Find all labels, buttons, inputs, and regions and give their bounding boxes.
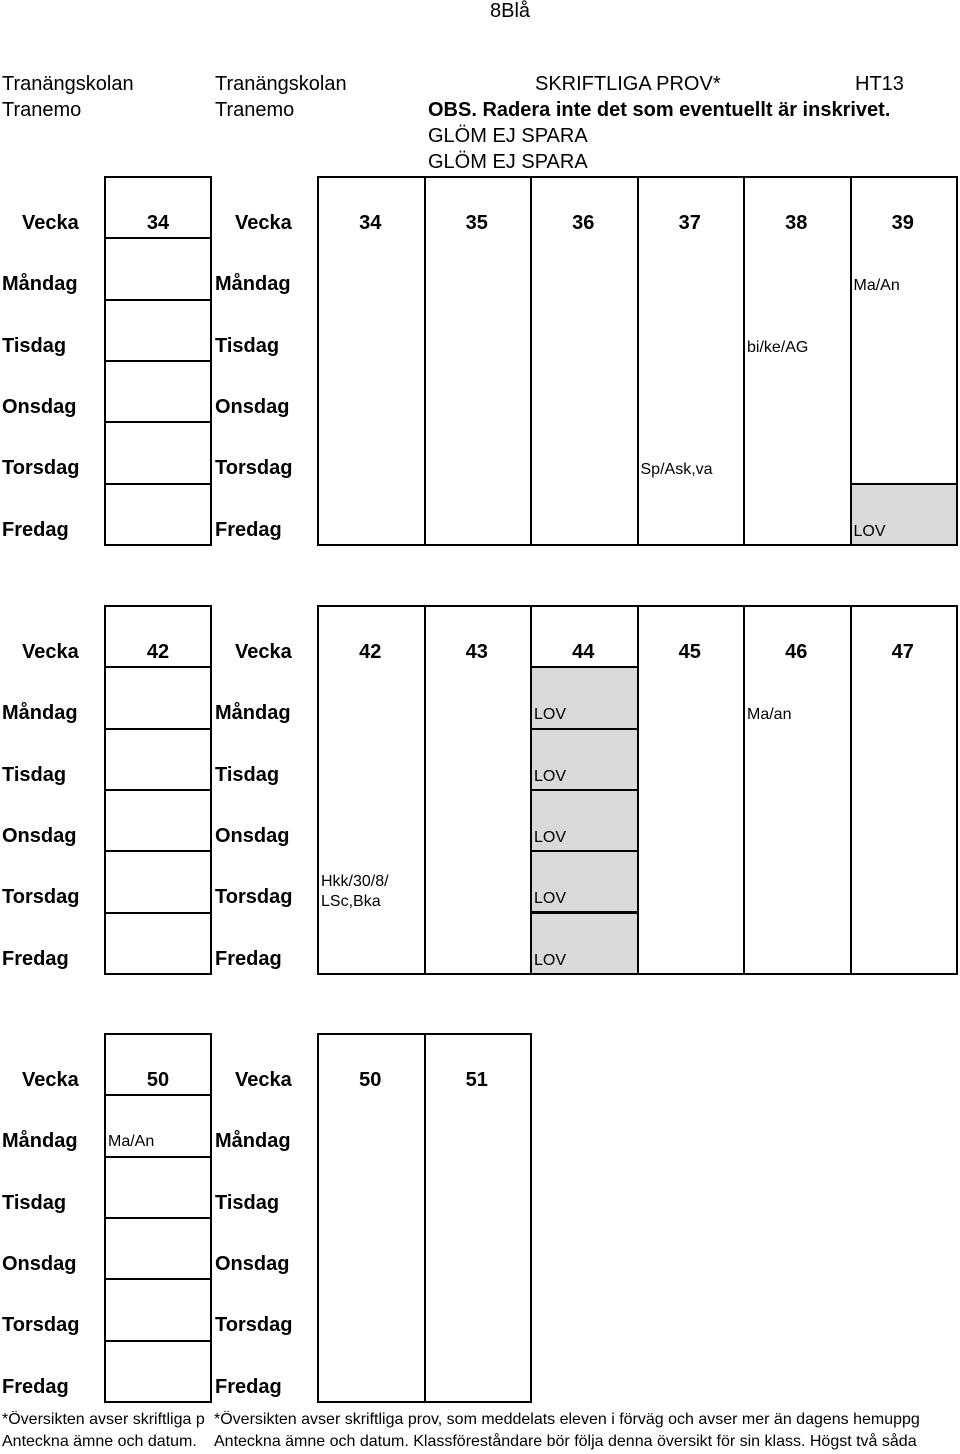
- day-label: Fredag: [215, 947, 282, 970]
- week-number: 35: [465, 212, 488, 234]
- school-name-left: Tranängskolan: [2, 73, 134, 95]
- day-label: Måndag: [215, 273, 291, 296]
- town-name-left: Tranemo: [2, 99, 82, 121]
- footnote-right-2: Anteckna ämne och datum. Klassföreståndare bör följa denna översikt för sin klass. Högst två såda: [214, 1433, 917, 1450]
- week-number: 44: [572, 641, 595, 663]
- test-entry: bi/ke/AG: [747, 338, 809, 356]
- day-label: Tisdag: [2, 334, 67, 357]
- test-entry: LOV: [534, 706, 567, 724]
- week-number: 51: [465, 1069, 488, 1091]
- day-label: Fredag: [2, 947, 69, 970]
- day-label: Torsdag: [2, 1314, 80, 1337]
- week-number: 50: [146, 1069, 170, 1091]
- week-number: 39: [891, 212, 914, 234]
- row-divider: [104, 1340, 212, 1342]
- test-entry: Ma/An: [853, 277, 900, 295]
- row-divider: [104, 912, 212, 914]
- footnote-left-2: Anteckna ämne och datum.: [2, 1433, 197, 1450]
- test-entry: Hkk/30/8/ LSc,Bka: [321, 873, 389, 911]
- test-entry: LOV: [534, 767, 567, 785]
- day-label: Onsdag: [215, 395, 290, 418]
- day-label: Fredag: [2, 518, 69, 541]
- row-divider: [104, 789, 212, 791]
- footnote-right-1: *Översikten avser skriftliga prov, som meddelats eleven i förväg och avser mer än dagens hemuppg: [214, 1411, 920, 1428]
- week-number: 42: [146, 641, 170, 663]
- test-entry: Ma/an: [747, 706, 792, 724]
- row-divider: [104, 421, 212, 423]
- test-entry: LOV: [534, 951, 567, 969]
- row-divider: [104, 299, 212, 301]
- term-label: HT13: [855, 73, 904, 95]
- day-label: Tisdag: [215, 334, 280, 357]
- day-label: Torsdag: [215, 457, 293, 480]
- day-label: Fredag: [215, 518, 282, 541]
- school-name-right: Tranängskolan: [215, 73, 347, 95]
- week-label: Vecka: [22, 1069, 79, 1091]
- day-label: Måndag: [2, 273, 78, 296]
- day-label: Onsdag: [2, 1252, 77, 1275]
- day-label: Torsdag: [215, 1314, 293, 1337]
- week-label: Vecka: [22, 212, 79, 234]
- row-divider: [104, 1156, 212, 1158]
- week-number: 42: [359, 641, 382, 663]
- day-label: Måndag: [215, 1130, 291, 1153]
- day-label: Onsdag: [215, 824, 290, 847]
- week-number: 34: [359, 212, 382, 234]
- week-number: 38: [785, 212, 808, 234]
- row-divider: [104, 728, 212, 730]
- test-entry: LOV: [534, 828, 567, 846]
- row-divider: [104, 850, 212, 852]
- test-entry: Ma/An: [108, 1133, 155, 1151]
- week-label: Vecka: [22, 641, 79, 663]
- week-number: 36: [572, 212, 595, 234]
- test-entry: LOV: [853, 522, 886, 540]
- row-divider: [104, 666, 212, 668]
- day-label: Torsdag: [2, 886, 80, 909]
- row-divider: [104, 360, 212, 362]
- day-label: Tisdag: [2, 763, 67, 786]
- row-divider: [104, 1278, 212, 1280]
- day-label: Måndag: [215, 702, 291, 725]
- day-label: Måndag: [2, 1130, 78, 1153]
- week-label: Vecka: [235, 1069, 292, 1091]
- test-entry: LOV: [534, 890, 567, 908]
- week-number: 46: [785, 641, 808, 663]
- week-label: Vecka: [235, 641, 292, 663]
- day-label: Tisdag: [2, 1191, 67, 1214]
- row-divider: [104, 1094, 212, 1096]
- week-number: 37: [678, 212, 701, 234]
- save-reminder-1: GLÖM EJ SPARA: [428, 125, 588, 147]
- week-number: 43: [465, 641, 488, 663]
- day-label: Onsdag: [2, 824, 77, 847]
- day-label: Torsdag: [215, 886, 293, 909]
- week-number: 34: [146, 212, 170, 234]
- day-label: Onsdag: [2, 395, 77, 418]
- week-label: Vecka: [235, 212, 292, 234]
- page-title: 8Blå: [489, 0, 531, 22]
- day-label: Måndag: [2, 702, 78, 725]
- day-label: Tisdag: [215, 763, 280, 786]
- day-label: Fredag: [215, 1375, 282, 1398]
- sheet-heading: SKRIFTLIGA PROV*: [535, 73, 721, 95]
- footnote-left-1: *Översikten avser skriftliga p: [2, 1411, 205, 1428]
- week-number: 50: [359, 1069, 382, 1091]
- town-name-right: Tranemo: [215, 99, 295, 121]
- day-label: Onsdag: [215, 1252, 290, 1275]
- row-divider: [104, 483, 212, 485]
- row-divider: [104, 1217, 212, 1219]
- day-label: Tisdag: [215, 1191, 280, 1214]
- notice-text: OBS. Radera inte det som eventuellt är inskrivet.: [428, 99, 891, 121]
- row-divider: [104, 237, 212, 239]
- day-label: Torsdag: [2, 457, 80, 480]
- save-reminder-2: GLÖM EJ SPARA: [428, 151, 588, 173]
- week-number: 45: [678, 641, 701, 663]
- test-entry: Sp/Ask,va: [640, 461, 713, 479]
- week-number: 47: [891, 641, 914, 663]
- day-label: Fredag: [2, 1375, 69, 1398]
